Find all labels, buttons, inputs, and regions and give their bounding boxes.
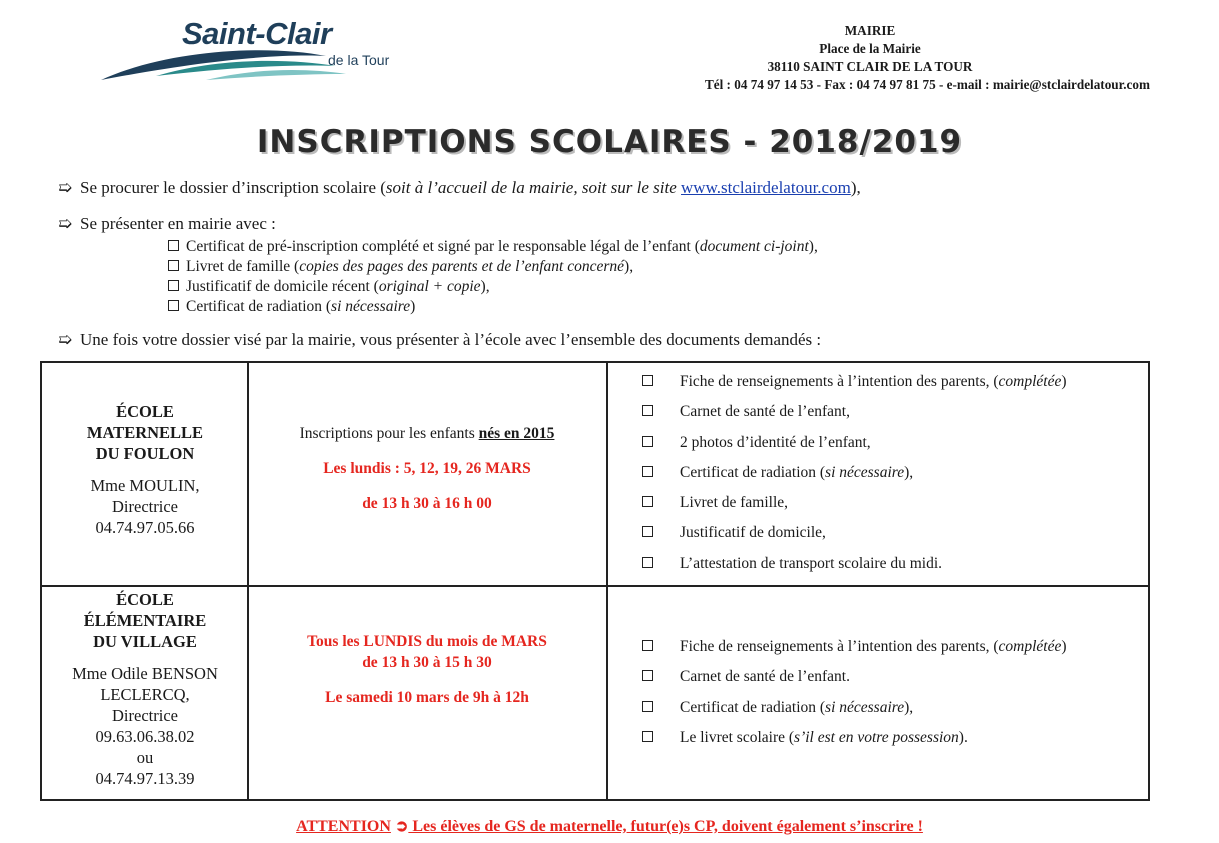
checkbox-icon — [642, 731, 653, 742]
hand-arrow-icon: ➯ — [58, 214, 73, 233]
schedule-maternelle: Inscriptions pour les enfants nés en 2015 Les lundis : 5, 12, 19, 26 MARS de 13 h 30 à 16 h 00 — [299, 425, 555, 512]
hand-arrow-icon: ➯ — [58, 330, 73, 349]
checkbox-icon — [642, 670, 653, 681]
list-item: Justificatif de domicile, — [642, 524, 1067, 554]
logo-name: Saint-Clair — [182, 16, 332, 51]
list-item: Fiche de renseignements à l’intention des parents, (complétée) — [642, 638, 1067, 668]
step-1-text: Se procurer le dossier d’inscription scolaire ( — [80, 178, 386, 197]
attention-notice — [0, 816, 1219, 836]
list-item: Certificat de radiation (si nécessaire), — [642, 699, 1067, 729]
page-title: INSCRIPTIONS SCOLAIRES - 2018/2019 — [256, 124, 963, 160]
arrow-icon: ➲ — [394, 818, 409, 835]
mairie-title: MAIRIE — [844, 23, 896, 38]
checkbox-icon — [642, 375, 653, 386]
table-divider — [606, 363, 608, 799]
step-1-emphasis: soit à l’accueil de la mairie, soit sur le site — [385, 178, 682, 197]
school-elementaire: ÉCOLE ÉLÉMENTAIRE DU VILLAGE Mme Odile BENSON LECLERCQ, Directrice 09.63.06.38.02 ou 04.74.97.13.39 — [72, 590, 218, 788]
checkbox-icon — [168, 240, 179, 251]
checkbox-icon — [642, 640, 653, 651]
hand-arrow-icon: ➯ — [58, 178, 73, 197]
required-item: Livret de famille (copies des pages des parents et de l’enfant concerné), — [168, 258, 633, 276]
mairie-contact: Tél : 04 74 97 14 53 - Fax : 04 74 97 81 75 - e-mail : mairie@stclairdelatour.com — [704, 77, 1150, 92]
website-link[interactable]: www.stclairdelatour.com — [681, 178, 851, 197]
list-item: Carnet de santé de l’enfant. — [642, 668, 1067, 698]
checkbox-icon — [168, 280, 179, 291]
list-item: 2 photos d’identité de l’enfant, — [642, 434, 1067, 464]
step-2-text: Se présenter en mairie avec : — [80, 214, 276, 233]
mairie-place: Place de la Mairie — [819, 41, 921, 56]
required-item: Certificat de pré-inscription complété et signé par le responsable légal de l’enfant (document ci-joint), — [168, 238, 818, 256]
list-item: Carnet de santé de l’enfant, — [642, 403, 1067, 433]
checkbox-icon — [642, 701, 653, 712]
list-item: Le livret scolaire (s’il est en votre possession). — [642, 729, 1067, 759]
schools-table — [40, 361, 1150, 801]
attention-label: ATTENTION — [296, 818, 391, 835]
schedule-elementaire: Tous les LUNDIS du mois de MARS de 13 h 30 à 15 h 30 Le samedi 10 mars de 9h à 12h — [307, 633, 547, 706]
required-item: Justificatif de domicile récent (original + copie), — [168, 278, 490, 296]
checkbox-icon — [642, 405, 653, 416]
checkbox-icon — [642, 526, 653, 537]
list-item: Livret de famille, — [642, 494, 1067, 524]
docs-elementaire — [642, 638, 1067, 759]
step-3 — [58, 330, 821, 350]
checkbox-icon — [168, 300, 179, 311]
logo-subtitle: de la Tour — [328, 52, 390, 68]
attention-text: Les élèves de GS de maternelle, futur(e)s CP, doivent également s’inscrire ! — [408, 818, 923, 835]
mairie-header — [590, 22, 1150, 94]
checkbox-icon — [642, 496, 653, 507]
list-item: Certificat de radiation (si nécessaire), — [642, 464, 1067, 494]
step-3-text: Une fois votre dossier visé par la mairie, vous présenter à l’école avec l’ensemble des documents demandés : — [80, 330, 822, 349]
checkbox-icon — [642, 466, 653, 477]
step-1 — [58, 178, 861, 198]
step-1-end: ), — [850, 178, 861, 197]
required-item: Certificat de radiation (si nécessaire) — [168, 298, 415, 316]
list-item: Fiche de renseignements à l’intention des parents, (complétée) — [642, 373, 1067, 403]
school-maternelle: ÉCOLE MATERNELLE DU FOULON Mme MOULIN, Directrice 04.74.97.05.66 — [86, 402, 204, 537]
checkbox-icon — [642, 436, 653, 447]
checkbox-icon — [168, 260, 179, 271]
docs-maternelle — [642, 373, 1067, 585]
step-2 — [58, 214, 276, 234]
logo — [96, 14, 396, 92]
table-divider — [42, 585, 1148, 587]
checkbox-icon — [642, 557, 653, 568]
list-item: L’attestation de transport scolaire du midi. — [642, 555, 1067, 585]
mairie-city: 38110 SAINT CLAIR DE LA TOUR — [767, 59, 973, 74]
